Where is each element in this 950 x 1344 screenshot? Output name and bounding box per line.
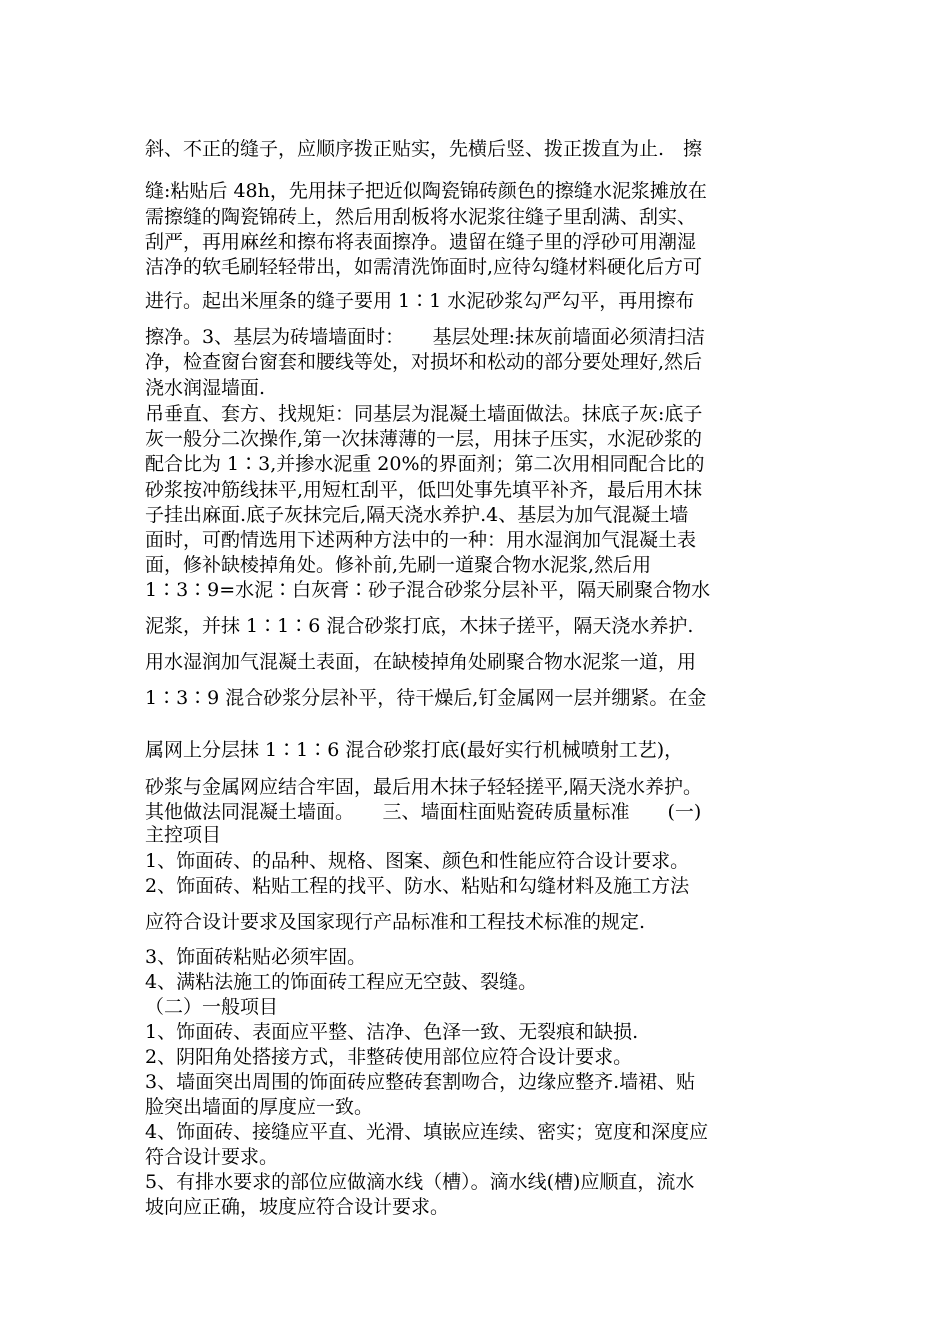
- text-line: 进行。起出米厘条的缝子要用 1∶1 水泥砂浆勾严勾平，再用擦布: [145, 290, 695, 312]
- text-line: 用水湿润加气混凝土表面，在缺棱掉角处刷聚合物水泥浆一道，用: [145, 651, 697, 673]
- text-line: 坡向应正确，坡度应符合设计要求。: [145, 1196, 450, 1218]
- text-line: 浇水润湿墙面.: [145, 377, 266, 399]
- text-line: 洁净的软毛刷轻轻带出，如需清洗饰面时,应待勾缝材料硬化后方可: [145, 256, 703, 278]
- text-line: 泥浆，并抹 1∶1∶6 混合砂浆打底，木抹子搓平，隔天浇水养护.: [145, 615, 694, 637]
- text-line: 1、饰面砖、的品种、规格、图案、颜色和性能应符合设计要求。: [145, 850, 690, 872]
- text-line: 1∶3∶9 混合砂浆分层补平，待干燥后,钉金属网一层并绷紧。在金: [145, 687, 707, 709]
- text-line: 应符合设计要求及国家现行产品标准和工程技术标准的规定.: [145, 911, 646, 933]
- text-line: 子挂出麻面.底子灰抹完后,隔天浇水养护.4、基层为加气混凝土墙: [145, 504, 689, 526]
- text-line: 净，检查窗台窗套和腰线等处，对损坏和松动的部分要处理好,然后: [145, 351, 703, 373]
- text-line: 灰一般分二次操作,第一次抹薄薄的一层，用抹子压实，水泥砂浆的: [145, 428, 703, 450]
- text-line: 刮严，再用麻丝和擦布将表面擦净。遗留在缝子里的浮砂可用潮湿: [145, 231, 697, 253]
- text-line: 吊垂直、套方、找规矩：同基层为混凝土墙面做法。抹底子灰:底子: [145, 403, 703, 425]
- text-line: 缝:粘贴后 48h，先用抹子把近似陶瓷锦砖颜色的擦缝水泥浆摊放在: [145, 180, 707, 202]
- text-line: 配合比为 1∶3,并掺水泥重 20%的界面剂；第二次用相同配合比的: [145, 453, 705, 475]
- text-line: （二）一般项目: [145, 996, 279, 1018]
- text-line: 1∶3∶9=水泥∶白灰膏∶砂子混合砂浆分层补平，隔天刷聚合物水: [145, 579, 711, 601]
- text-line: 砂浆按冲筋线抹平,用短杠刮平，低凹处事先填平补齐，最后用木抹: [145, 479, 703, 501]
- text-line: 4、满粘法施工的饰面砖工程应无空鼓、裂缝。: [145, 971, 538, 993]
- text-line: 符合设计要求。: [145, 1146, 279, 1168]
- text-line: 需擦缝的陶瓷锦砖上，然后用刮板将水泥浆往缝子里刮满、刮实、: [145, 206, 697, 228]
- text-line: 砂浆与金属网应结合牢固，最后用木抹子轻轻搓平,隔天浇水养护。: [145, 776, 703, 798]
- text-line: 其他做法同混凝土墙面。 三、墙面柱面贴瓷砖质量标准 (一): [145, 801, 702, 823]
- text-line: 2、阴阳角处搭接方式，非整砖使用部位应符合设计要求。: [145, 1046, 633, 1068]
- text-line: 属网上分层抹 1∶1∶6 混合砂浆打底(最好实行机械喷射工艺)，: [145, 739, 684, 761]
- text-line: 3、饰面砖粘贴必须牢固。: [145, 946, 367, 968]
- text-line: 斜、不正的缝子，应顺序拨正贴实，先横后竖、拨正拨直为止. 擦: [145, 138, 703, 160]
- text-line: 5、有排水要求的部位应做滴水线（槽）。滴水线(槽)应顺直，流水: [145, 1171, 695, 1193]
- text-line: 脸突出墙面的厚度应一致。: [145, 1096, 374, 1118]
- text-line: 4、饰面砖、接缝应平直、光滑、填嵌应连续、密实；宽度和深度应: [145, 1121, 709, 1143]
- text-line: 擦净。3、基层为砖墙墙面时： 基层处理:抹灰前墙面必须清扫洁: [145, 326, 705, 348]
- text-line: 1、饰面砖、表面应平整、洁净、色泽一致、无裂痕和缺损.: [145, 1021, 639, 1043]
- text-line: 2、饰面砖、粘贴工程的找平、防水、粘贴和勾缝材料及施工方法: [145, 875, 690, 897]
- text-line: 3、墙面突出周围的饰面砖应整砖套割吻合，边缘应整齐.墙裙、贴: [145, 1071, 696, 1093]
- text-line: 主控项目: [145, 824, 222, 846]
- text-line: 面时，可酌情选用下述两种方法中的一种：用水湿润加气混凝土表: [145, 529, 697, 551]
- text-line: 面，修补缺棱掉角处。修补前,先刷一道聚合物水泥浆,然后用: [145, 554, 652, 576]
